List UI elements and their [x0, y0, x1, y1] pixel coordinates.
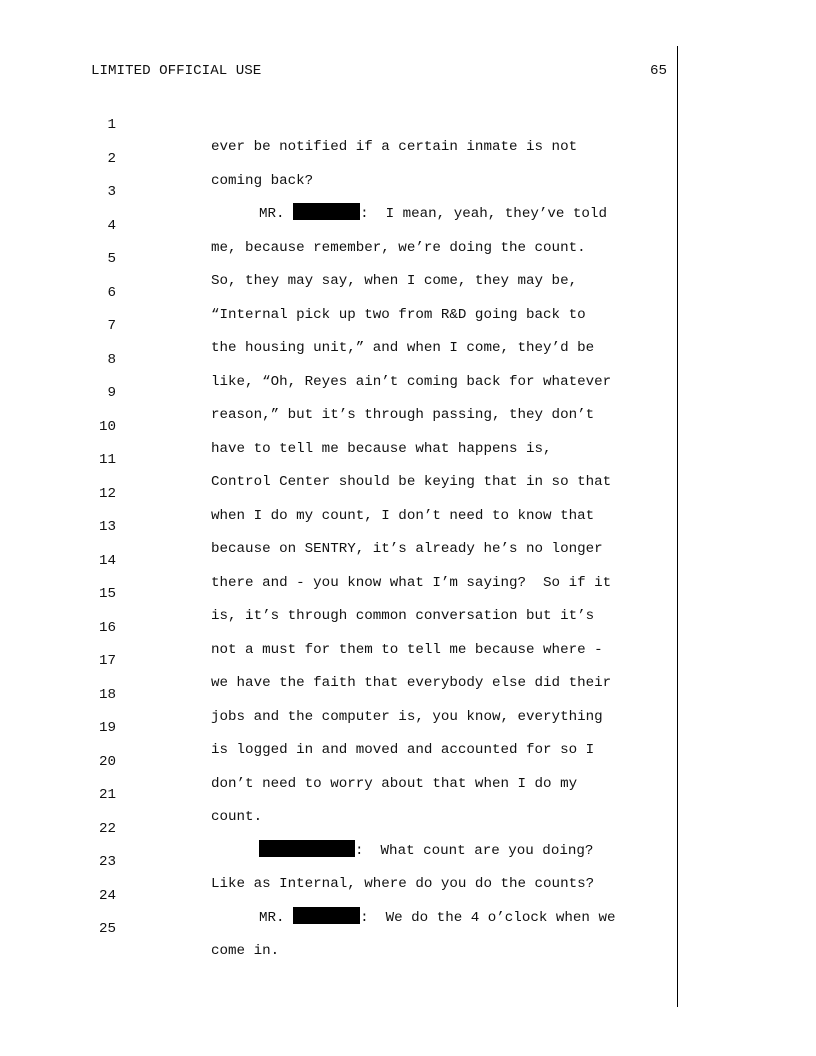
- transcript-line: [0, 829, 700, 892]
- line-number: 21: [98, 787, 116, 803]
- transcript-line: [0, 360, 700, 423]
- transcript-line: [0, 896, 700, 959]
- line-number: 1: [107, 117, 116, 133]
- line-number: 16: [98, 619, 116, 636]
- line-text: coming back?: [211, 172, 314, 189]
- line-number: 12: [98, 485, 116, 502]
- line-text: like, “Oh, Reyes ain’t coming back for whatever: [211, 373, 612, 390]
- line-number: 25: [98, 921, 116, 937]
- transcript-line: [0, 729, 700, 792]
- transcript-line: [0, 863, 700, 926]
- line-text: reason,” but it’s through passing, they don’t: [211, 407, 595, 423]
- transcript-line: [0, 159, 700, 222]
- line-text: have to tell me because what happens is,: [211, 440, 552, 457]
- line-number: 6: [107, 284, 116, 301]
- transcript-line: [0, 494, 700, 557]
- transcript-line: [0, 126, 700, 189]
- transcript-line: [0, 595, 700, 658]
- line-text: jobs and the computer is, you know, everything: [211, 708, 603, 725]
- classification-marking: LIMITED OFFICIAL USE: [91, 63, 262, 79]
- line-number: 24: [98, 887, 116, 904]
- line-number: 8: [107, 351, 116, 368]
- line-number: 11: [98, 452, 116, 468]
- line-number: 18: [98, 686, 116, 703]
- line-text: me, because remember, we’re doing the count.: [211, 239, 586, 256]
- line-number: 7: [107, 318, 116, 334]
- line-number: 22: [98, 820, 116, 837]
- transcript-line: [0, 796, 700, 859]
- line-text: there and - you know what I’m saying? So if it: [211, 574, 612, 591]
- line-text: count.: [211, 809, 263, 825]
- speech-text: : What count are you doing?: [355, 842, 594, 859]
- transcript-line: [0, 226, 700, 289]
- line-number: 20: [98, 753, 116, 770]
- speech-text: : We do the 4 o’clock when we: [360, 909, 616, 926]
- transcript-line: [0, 662, 700, 725]
- transcript-line: [0, 628, 700, 691]
- transcript-line: [0, 193, 700, 256]
- line-text: So, they may say, when I come, they may be,: [211, 273, 578, 289]
- transcript-line: [0, 461, 700, 524]
- line-number: 13: [98, 519, 116, 535]
- transcript-line: [0, 528, 700, 591]
- line-number: 17: [98, 653, 116, 669]
- line-text: “Internal pick up two from R&D going back to: [211, 306, 586, 323]
- line-number: 4: [107, 217, 116, 234]
- line-number: 3: [107, 184, 116, 200]
- transcript-line: [0, 92, 700, 155]
- line-number: 9: [107, 385, 116, 401]
- line-number: 14: [98, 552, 116, 569]
- line-number: 19: [98, 720, 116, 736]
- transcript-line: [0, 293, 700, 356]
- transcript-line: [0, 695, 700, 758]
- line-text: because on SENTRY, it’s already he’s no longer: [211, 541, 603, 557]
- line-number: 5: [107, 251, 116, 267]
- line-text: Control Center should be keying that in so that: [211, 474, 612, 490]
- speaker-title: MR.: [259, 909, 285, 926]
- line-text: is, it’s through common conversation but it’s: [211, 608, 595, 624]
- line-text: don’t need to worry about that when I do my: [211, 775, 578, 792]
- line-text: come in.: [211, 943, 280, 959]
- line-text: the housing unit,” and when I come, they’d be: [211, 340, 595, 356]
- transcript-line: [0, 427, 700, 490]
- line-text: Like as Internal, where do you do the counts?: [211, 876, 595, 892]
- line-text: not a must for them to tell me because where -: [211, 641, 603, 658]
- line-number: 10: [98, 418, 116, 435]
- transcript-line: [0, 561, 700, 624]
- speaker-title: MR.: [259, 206, 285, 222]
- line-text: when I do my count, I don’t need to know that: [211, 507, 595, 524]
- line-text: is logged in and moved and accounted for so I: [211, 742, 595, 758]
- transcript-line: [0, 762, 700, 825]
- page-number: 65: [649, 63, 667, 79]
- transcript-line: [0, 260, 700, 323]
- transcript-line: [0, 327, 700, 390]
- speech-text: : I mean, yeah, they’ve told: [360, 206, 607, 222]
- line-number: 2: [107, 150, 116, 167]
- line-number: 15: [98, 586, 116, 602]
- line-text: we have the faith that everybody else did their: [211, 675, 612, 691]
- transcript-line: [0, 394, 700, 457]
- line-number: 23: [98, 854, 116, 870]
- line-text: ever be notified if a certain inmate is not: [211, 139, 578, 155]
